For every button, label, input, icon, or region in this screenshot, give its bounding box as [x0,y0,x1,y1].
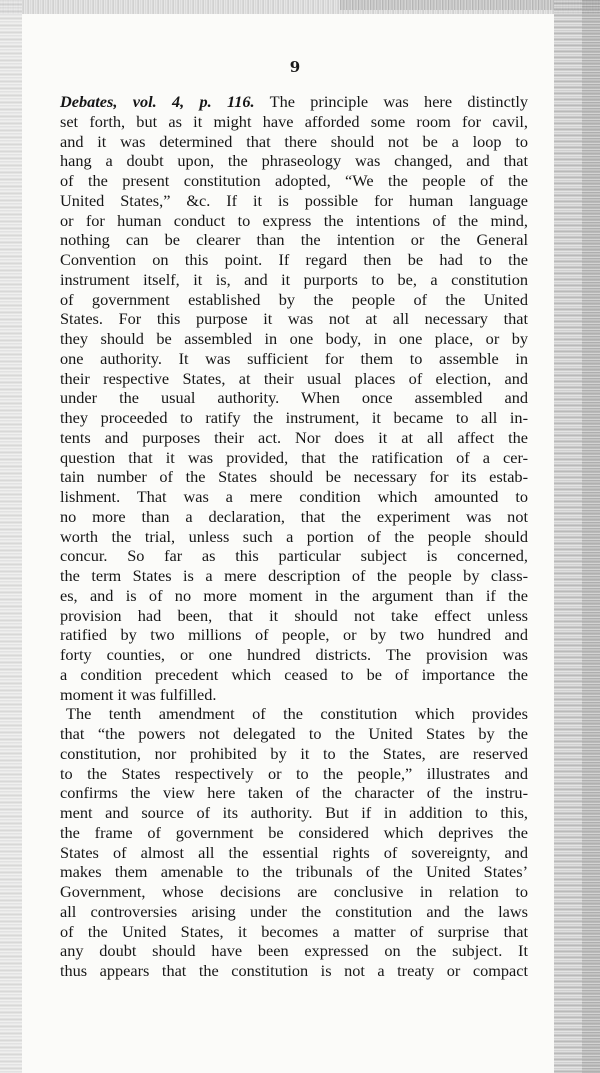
text-line: States of almost all the essential rights of sovereignty, and [60,842,528,862]
text-line: Debates, vol. 4, p. 116. The principle was here distinctly [60,92,528,111]
text-line: Government, whose decisions are conclusive in relation to [60,882,528,901]
text-line: of government established by the people of the United [60,289,528,309]
paragraph-1 [60,92,528,704]
text-line: moment it was fulfilled. [60,684,217,704]
text-line: set forth, but as it might have afforded some room for cavil, [60,111,528,131]
text-line: tents and purposes their act. Nor does it at all affect the [60,427,528,447]
page-number: 9 [289,58,301,76]
scan-edge-top [0,0,600,14]
text-line: ratified by two millions of people, or by two hundred and [60,625,528,645]
body-text [60,92,528,981]
text-line: forty counties, or one hundred districts. The provision was [60,645,528,664]
text-line: makes them amenable to the tribunals of the United States’ [60,862,528,882]
paragraph-2 [60,704,528,981]
text-line: question that it was provided, that the ratification of a cer- [60,447,528,467]
text-line: and it was determined that there should not be a loop to [60,131,528,151]
text-line: or for human conduct to express the intentions of the mind, [60,210,528,230]
text-line: a condition precedent which ceased to be of importance the [60,664,528,684]
text-line: The tenth amendment of the constitution which provides [66,704,528,724]
text-line: ment and source of its authority. But if in addition to this, [60,803,528,822]
text-line: States. For this purpose it was not at all necessary that [60,309,528,329]
text-line: any doubt should have been expressed on the subject. It [60,941,528,961]
text-line: thus appears that the constitution is not a treaty or compact [60,961,528,980]
text-line: tain number of the States should be necessary for its estab- [60,467,528,487]
text-line: their respective States, at their usual places of election, and [60,368,528,388]
text-line: one authority. It was sufficient for them to assemble in [60,348,528,368]
text-line: worth the trial, unless such a portion of the people should [60,526,528,546]
text-line: no more than a declaration, that the experiment was not [60,506,528,526]
text-line: Convention on this point. If regard then be had to the [60,250,528,269]
text-line: they proceeded to ratify the instrument, it became to all in- [60,408,528,427]
text-line: concur. So far as this particular subject is concerned, [60,546,528,566]
scan-edge-left [0,0,22,1073]
scan-edge-right [554,0,600,1073]
text-line: instrument itself, it is, and it purports to be, a constitution [60,269,528,289]
text-line: confirms the view here taken of the character of the instru- [60,783,528,803]
text-line: to the States respectively or to the people,” illustrates and [60,763,528,783]
text-line: that “the powers not delegated to the United States by the [60,724,528,743]
text-line: the term States is a mere description of the people by class- [60,566,528,585]
text-line: they should be assembled in one body, in one place, or by [60,329,528,348]
text-line: constitution, nor prohibited by it to the States, are reserved [60,743,528,763]
text-line: nothing can be clearer than the intention or the General [60,230,528,250]
citation-lead: Debates, vol. 4, p. 116. [60,92,255,111]
text-line: hang a doubt upon, the phraseology was changed, and that [60,151,528,171]
text-line: es, and is of no more moment in the argument than if the [60,585,528,605]
text-line: United States,” &c. If it is possible for human language [60,190,528,210]
text-line: all controversies arising under the constitution and the laws [60,901,528,921]
text-line: under the usual authority. When once assembled and [60,388,528,408]
text-line: the frame of government be considered which deprives the [60,822,528,842]
text-line: provision had been, that it should not take effect unless [60,605,528,625]
text-line: lishment. That was a mere condition which amounted to [60,487,528,506]
text-line: of the United States, it becomes a matter of surprise that [60,921,528,941]
text-line: of the present constitution adopted, “We the people of the [60,171,528,190]
